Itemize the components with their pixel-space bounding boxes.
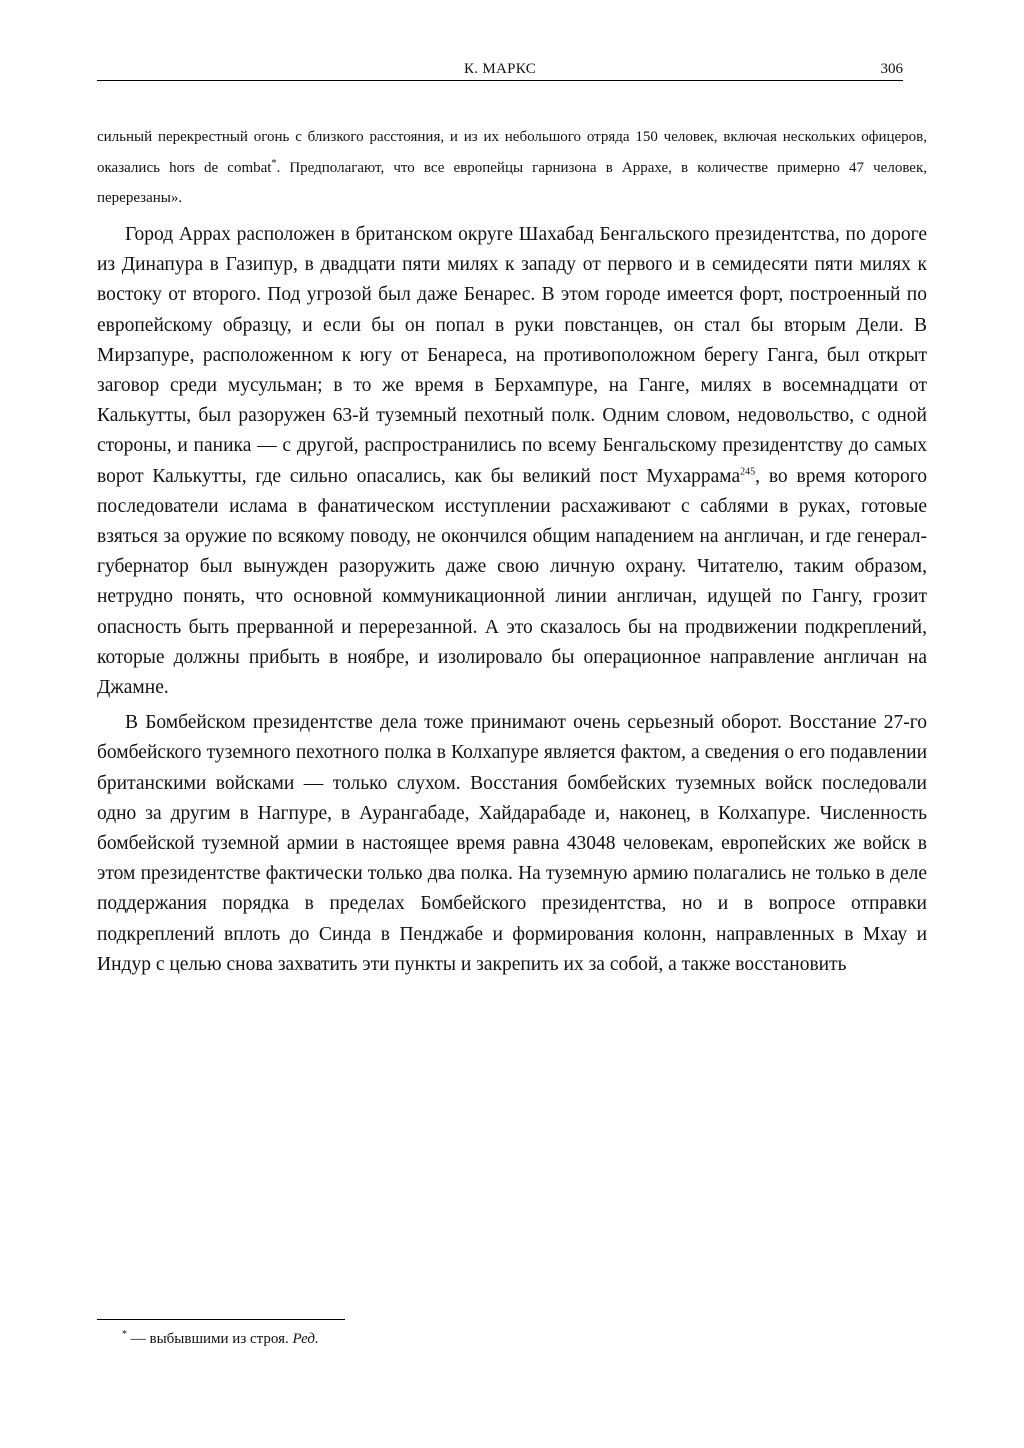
paragraph-arrah-end: , во время которого последователи ислама в фанатическом исступлении расхаживают с саблями в руках, готовые взяться за оружие по всякому поводу, не окончился общим нападением на англичан, и где генерал-губернатор был вынужден разоружить даже свою личную охрану. Читателю, таким образом, нетрудно понять, что основной коммуникационной линии англичан, идущей по Гангу, грозит опасность быть прерванной и перерезанной. А это сказалось бы на продвижении подкреплений, которые должны прибыть в ноябре, и изолировало бы операционное направление англичан на Джамне. (97, 465, 927, 699)
quote-block (97, 122, 927, 214)
quote-text-start: сильный перекрестный огонь с близкого расстояния, и из их небольшого отряда 150 человек, включая нескольких офицеров, оказались hors de combat (97, 129, 927, 176)
footnote-divider (97, 1319, 345, 1320)
paragraph-arrah-start: Город Аррах расположен в британском округе Шахабад Бенгальского президентства, по дороге из Динапура в Газипур, в двадцати пяти милях к западу от первого и в семидесяти пяти милях к востоку от второго. Под угрозой был даже Бенарес. В этом городе имеется форт, построенный по европейскому образцу, и если бы он попал в руки повстанцев, он стал бы вторым Дели. В Мирзапуре, расположенном к югу от Бенареса, на противоположном берегу Ганга, был открыт заговор среди мусульман; в то же время в Берхампуре, на Ганге, милях в восемнадцати от Калькутты, был разоружен 63-й туземный пехотный полк. Одним словом, недовольство, с одной стороны, и паника — с другой, распространились по всему Бенгальскому президентству до самых ворот Калькутты, где сильно опасались, как бы великий пост Мухаррама (97, 224, 927, 487)
footnote-editor-note: Ред. (292, 1331, 319, 1347)
footnote-reference-mark[interactable]: * (271, 157, 277, 169)
footnote (122, 1328, 319, 1350)
endnote-reference-245[interactable]: 245 (740, 466, 756, 478)
paragraph-arrah (97, 220, 927, 703)
running-head (97, 60, 903, 81)
quote-text-end: . Предполагают, что все европейцы гарнизона в Аррахе, в количестве примерно 47 человек, перерезаны». (97, 159, 928, 206)
page-number: 306 (880, 61, 903, 77)
paragraph-bombay: В Бомбейском президентстве дела тоже принимают очень серьезный оборот. Восстание 27-го бомбейского туземного пехотного полка в Колхапуре является фактом, а сведения о его подавлении британскими войсками — только слухом. Восстания бомбейских туземных войск последовали одно за другим в Нагпуре, в Аурангабаде, Хайдарабаде и, наконец, в Колхапуре. Численность бомбейской туземной армии в настоящее время равна 43048 человекам, европейских же войск в этом президентстве фактически только два полка. На туземную армию полагались не только в деле поддержания порядка в пределах Бомбейского президентства, но и в вопросе отправки подкреплений вплоть до Синда в Пенджабе и формирования колонн, направленных в Мхау и Индур с целью снова захватить эти пункты и закрепить их за собой, а также восстановить (97, 712, 927, 975)
running-title: К. МАРКС (463, 61, 537, 77)
main-text (97, 220, 927, 985)
footnote-text: — выбывшими из строя. (127, 1331, 293, 1347)
footnote-mark: * (122, 1329, 127, 1340)
